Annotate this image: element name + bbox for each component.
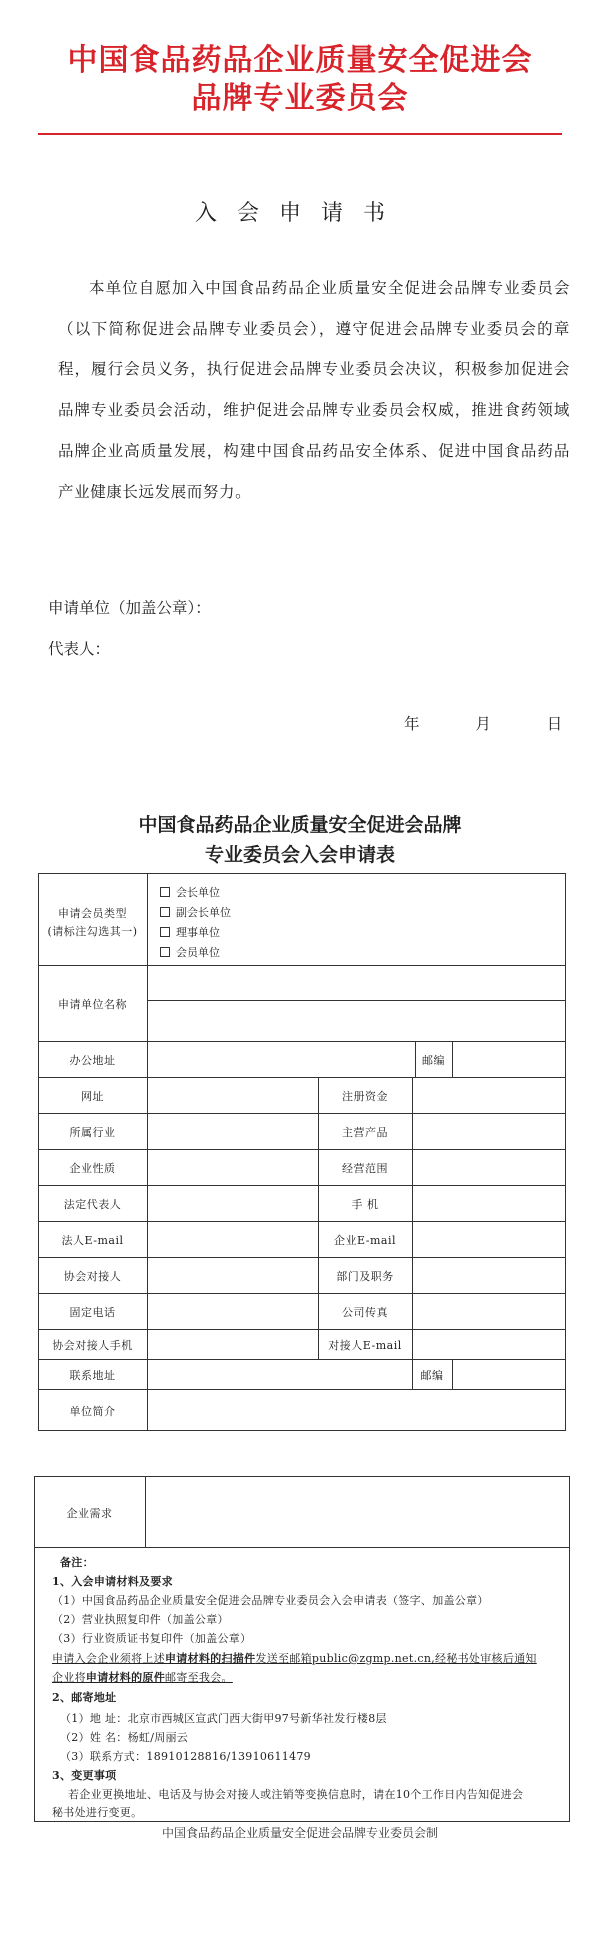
notes-item-3-1: 若企业更换地址、电话及与协会对接人或注销等变换信息时，请在10个工作日内告知促进会 [68,1788,524,1801]
registered-capital-label: 注册资金 [342,1090,388,1103]
checkbox-icon[interactable] [160,927,170,937]
notes-item-1-1: （1）中国食品药品企业质量安全促进会品牌专业委员会入会申请表（签字、加盖公章） [52,1594,489,1607]
postcode-label: 邮编 [422,1054,445,1067]
phone-label: 固定电话 [69,1306,116,1319]
member-type-label: 申请会员类型 (请标注勾选其一) [47,907,138,938]
business-scope-label: 经营范围 [342,1162,388,1175]
profile-label: 单位简介 [69,1405,116,1418]
unit-name-label: 申请单位名称 [58,998,127,1011]
contact-address-label: 联系地址 [69,1369,116,1382]
fax-label: 公司传真 [342,1306,388,1319]
footer-text: 中国食品药品企业质量安全促进会品牌专业委员会制 [161,1826,438,1840]
member-type-option-4[interactable]: 会员单位 [160,944,220,960]
notes-section-2: 2、邮寄地址 [52,1691,117,1704]
notes-item-1-3: （3）行业资质证书复印件（加盖公章） [52,1632,252,1645]
office-address-label: 办公地址 [69,1054,116,1067]
applicant-label: 申请单位（加盖公章）： [48,599,211,617]
checkbox-icon[interactable] [160,887,170,897]
notes-item-3-2: 秘书处进行变更。 [52,1806,143,1819]
member-type-option-2[interactable]: 副会长单位 [160,904,231,920]
member-type-option-1[interactable]: 会长单位 [160,884,220,900]
industry-label: 所属行业 [69,1126,116,1139]
date-day: 日 [546,715,563,733]
website-label: 网址 [81,1090,104,1103]
notes-item-2-3: （3）联系方式：18910128816/13910611479 [60,1750,311,1763]
letterhead-line-2: 品牌专业委员会 [191,81,409,116]
date-line [404,712,562,734]
letter-body: 本单位自愿加入中国食品药品企业质量安全促进会品牌专业委员会（以下简称促进会品牌专业委员会），遵守促进会品牌专业委员会的章程，履行会员义务，执行促进会品牌专业委员会决议，积极参加促进会品牌专业委员会活动，维护促进会品牌专业委员会权威，推进食药领域品牌企业高质量发展，构建中国食品药品安全体系、促进中国食品药品产业健康长远发展而努力。 [58,279,570,501]
form-title-line-1: 中国食品药品企业质量安全促进会品牌 [138,814,462,836]
date-month: 月 [475,715,491,733]
form-title-line-2: 专业委员会入会申请表 [204,844,395,866]
form-title [0,810,600,870]
notes-item-1-2: （2）营业执照复印件（加盖公章） [52,1613,229,1626]
letter-title: 入会申请书 [194,201,405,226]
representative-label: 代表人： [48,640,111,658]
notes-item-2-2: （2）姓 名：杨虹/周丽云 [60,1731,189,1744]
member-type-option-3[interactable]: 理事单位 [160,924,220,940]
needs-label: 企业需求 [66,1507,113,1520]
notes-item-2-1: （1）地 址：北京市西城区宣武门西大街甲97号新华社发行楼8层 [60,1712,387,1725]
company-email-label: 企业E-mail [334,1234,396,1247]
notes-section-3: 3、变更事项 [52,1769,117,1782]
legal-rep-label: 法定代表人 [63,1198,122,1211]
checkbox-icon[interactable] [160,907,170,917]
contact-email-label: 对接人E-mail [328,1339,402,1352]
mobile-label: 手 机 [351,1198,379,1211]
date-year: 年 [404,715,420,733]
checkbox-icon[interactable] [160,947,170,957]
contact-label: 协会对接人 [63,1270,122,1283]
letterhead-title [0,42,600,118]
letterhead-divider [38,133,562,135]
notes-item-1-4: 申请入会企业须将上述申请材料的扫描件发送至邮箱public@zgmp.net.cn,经秘书处审核后通知 [52,1652,537,1665]
dept-label: 部门及职务 [336,1270,394,1283]
postcode2-label: 邮编 [420,1369,444,1382]
main-products-label: 主营产品 [342,1126,388,1139]
notes-heading: 备注： [60,1556,94,1569]
letterhead-line-1: 中国食品药品企业质量安全促进会 [67,43,533,78]
contact-mobile-label: 协会对接人手机 [52,1339,133,1352]
legal-email-label: 法人E-mail [61,1234,124,1247]
notes-section-1: 1、入会申请材料及要求 [52,1575,173,1588]
nature-label: 企业性质 [69,1162,116,1175]
notes-item-1-5: 企业将申请材料的原件邮寄至我会。 [52,1671,233,1684]
